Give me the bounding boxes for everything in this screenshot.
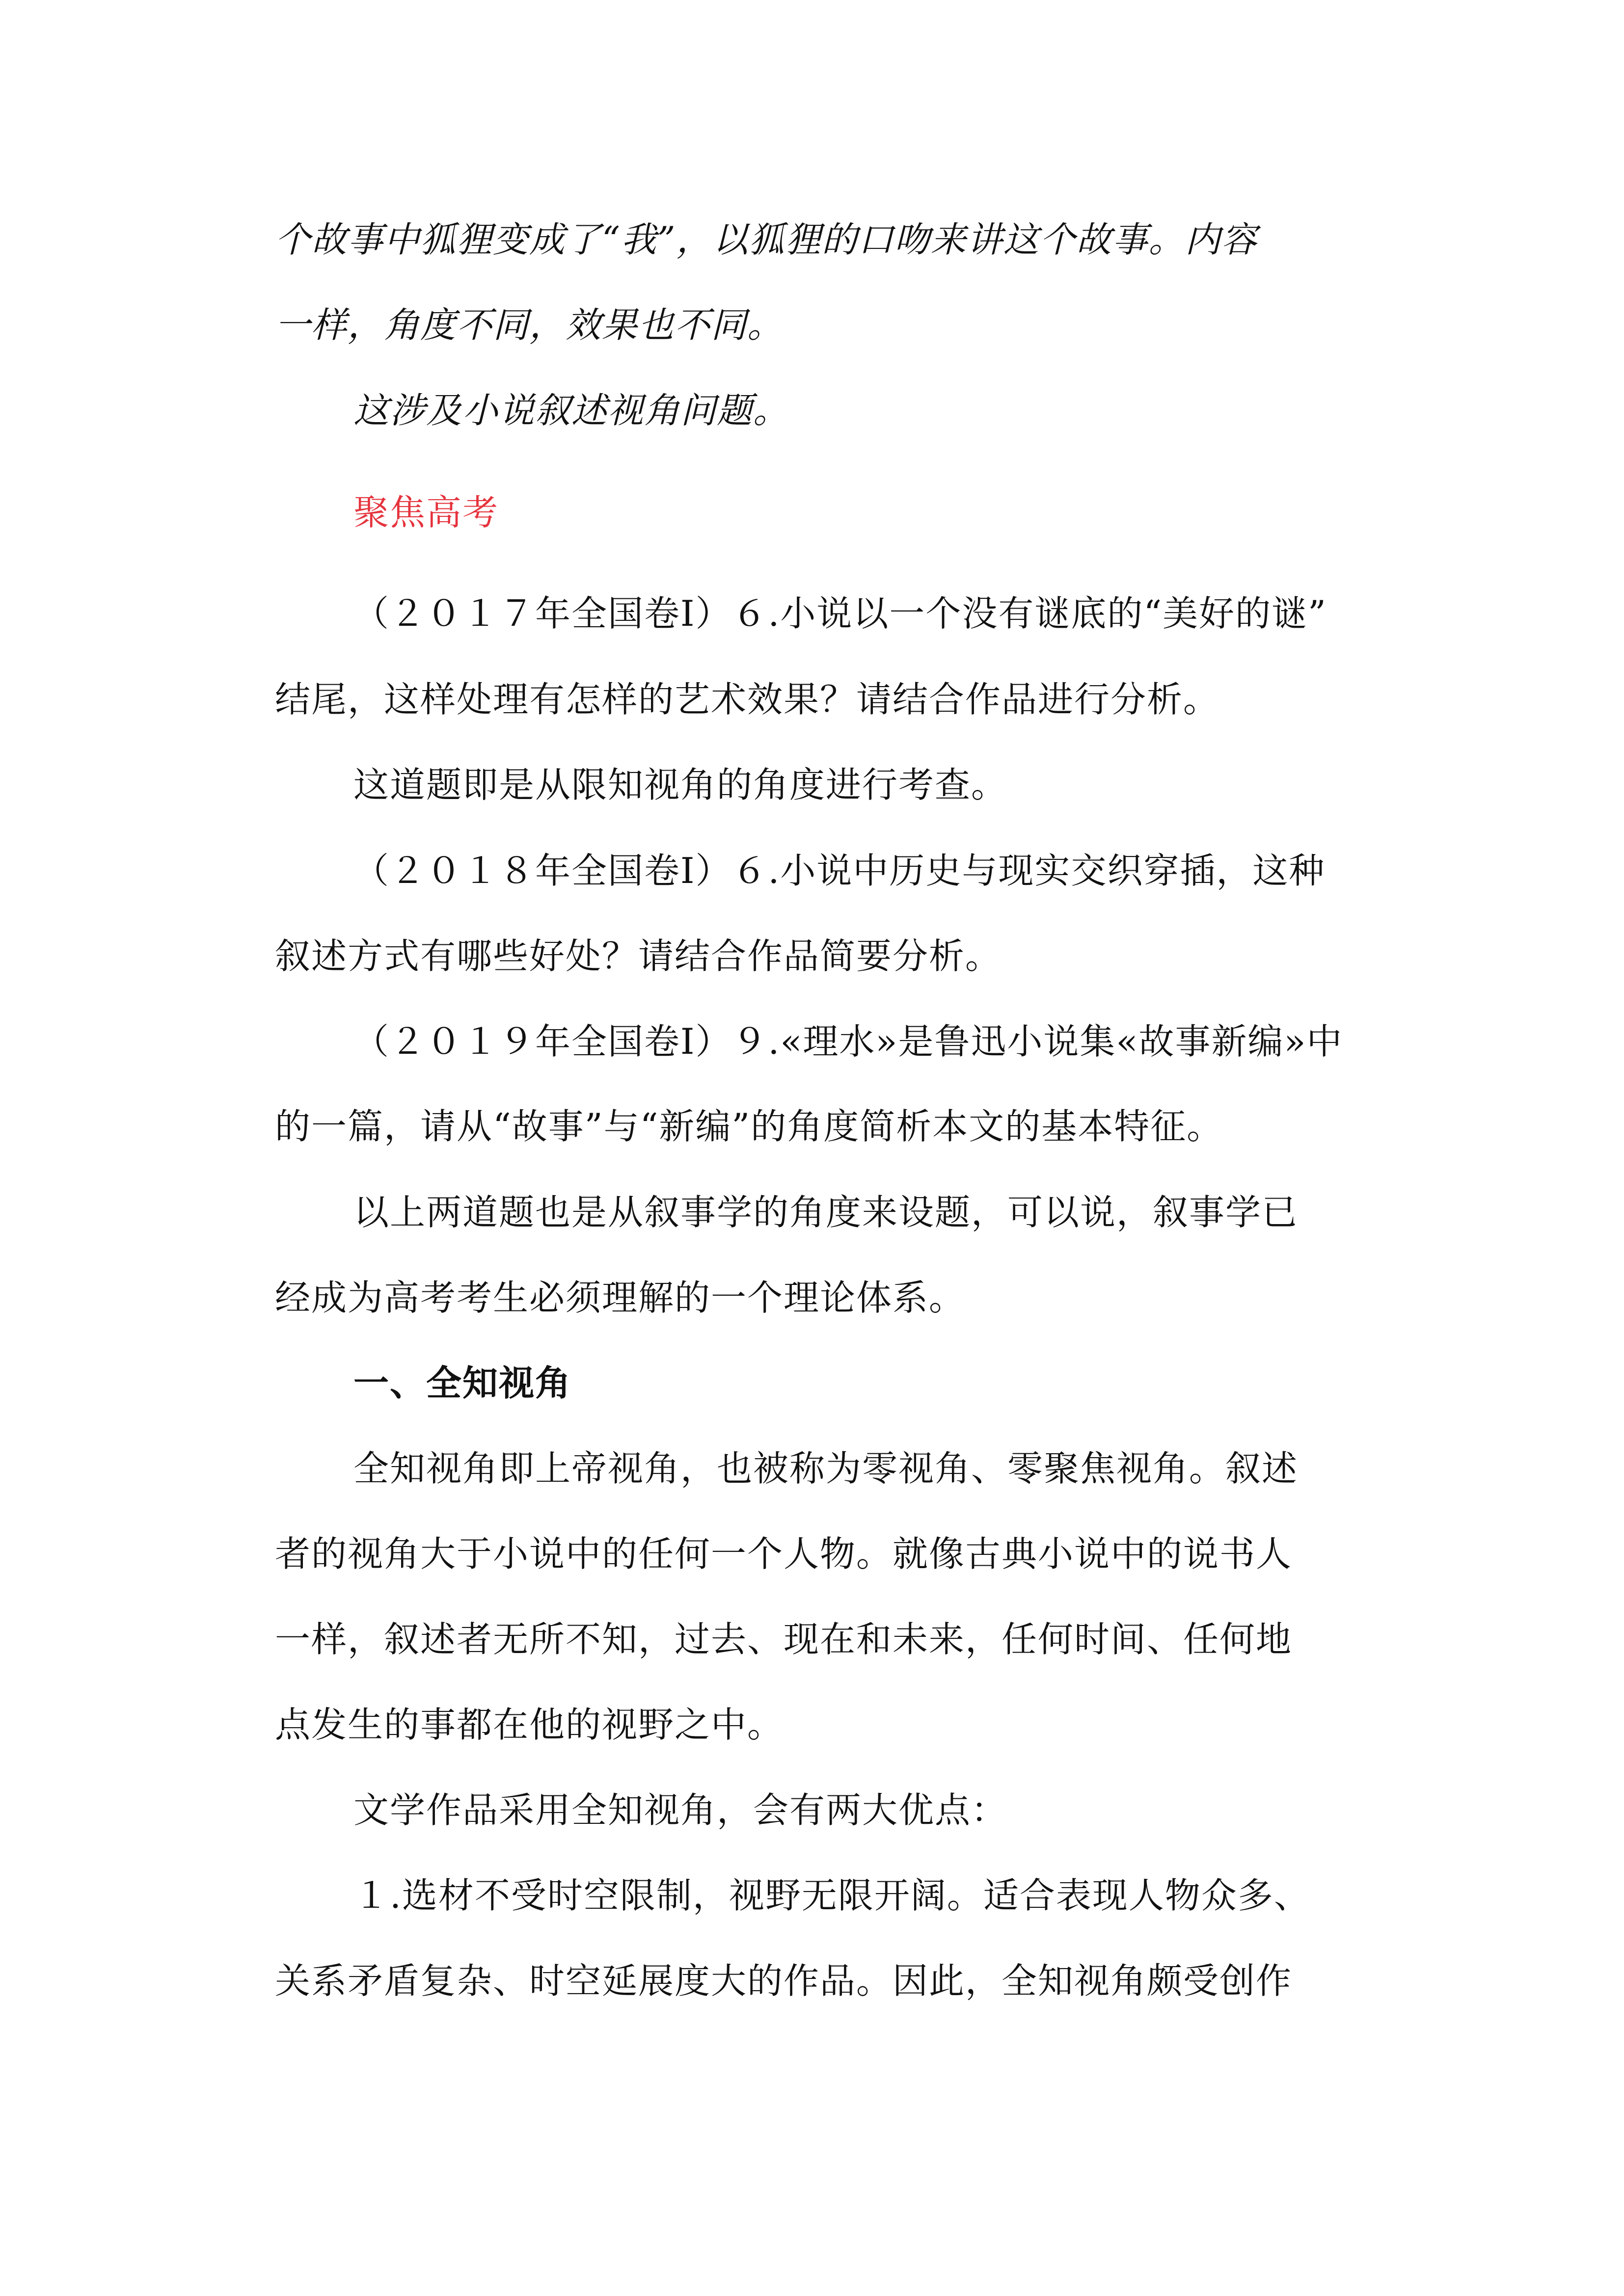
paragraph-line: 关系矛盾复杂、时空延展度大的作品。因此，全知视角颇受创作	[275, 1960, 1293, 2002]
paragraph-line: １.选材不受时空限制，视野无限开阔。适合表现人物众多、	[353, 1875, 1310, 1916]
paragraph-line: （２０１９年全国卷Ⅰ）９.«理水»是鲁迅小说集«故事新编»中	[353, 1021, 1343, 1062]
paragraph-line: 经成为高考考生必须理解的一个理论体系。	[275, 1277, 966, 1318]
italic-paragraph-line: 个故事中狐狸变成了“我”，以狐狸的口吻来讲这个故事。内容	[275, 219, 1258, 260]
paragraph-line: 这道题即是从限知视角的角度进行考查。	[353, 764, 1008, 805]
italic-paragraph-line: 这涉及小说叙述视角问题。	[353, 390, 790, 431]
paragraph-line: 文学作品采用全知视角，会有两大优点：	[353, 1789, 1008, 1831]
paragraph-line: 一样，叙述者无所不知，过去、现在和未来，任何时间、任何地	[275, 1619, 1293, 1660]
paragraph-line: （２０１８年全国卷Ⅰ）６.小说中历史与现实交织穿插，这种	[353, 850, 1326, 891]
paragraph-line: 的一篇，请从“故事”与“新编”的角度简析本文的基本特征。	[275, 1106, 1223, 1147]
paragraph-line: 全知视角即上帝视角，也被称为零视角、零聚焦视角。叙述	[353, 1448, 1299, 1489]
paragraph-line: 结尾，这样处理有怎样的艺术效果？请结合作品进行分析。	[275, 679, 1220, 720]
paragraph-line: 以上两道题也是从叙事学的角度来设题，可以说，叙事学已	[353, 1192, 1299, 1233]
italic-paragraph-line: 一样，角度不同，效果也不同。	[275, 304, 784, 346]
paragraph-line: （２０１７年全国卷Ⅰ）６.小说以一个没有谜底的“美好的谜”	[353, 593, 1327, 634]
section-heading-omniscient: 一、全知视角	[353, 1362, 572, 1404]
paragraph-line: 者的视角大于小说中的任何一个人物。就像古典小说中的说书人	[275, 1533, 1293, 1575]
paragraph-line: 叙述方式有哪些好处？请结合作品简要分析。	[275, 935, 1002, 977]
section-heading-focus-exam: 聚焦高考	[353, 492, 499, 533]
paragraph-line: 点发生的事都在他的视野之中。	[275, 1704, 784, 1745]
